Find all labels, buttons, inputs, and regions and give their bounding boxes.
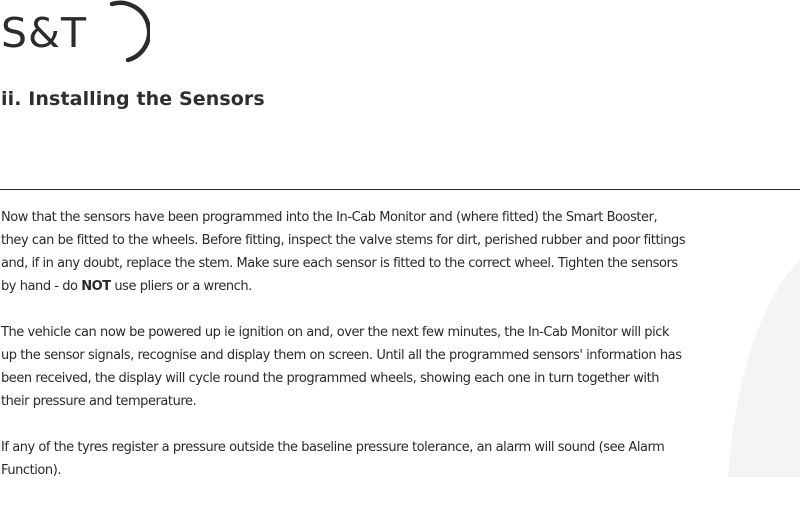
- paragraph-fitting-instructions: [1, 206, 761, 298]
- text-line: Now that the sensors have been programmed into the In-Cab Monitor and (where fitted) the Smart Booster,: [1, 210, 658, 225]
- logo-wordmark: S&T: [1, 9, 88, 57]
- text-line-with-emphasis: [1, 275, 761, 298]
- paragraph-power-up: [1, 321, 761, 413]
- text-line: The vehicle can now be powered up ie ignition on and, over the next few minutes, the In-Cab Monitor will pick: [1, 325, 670, 340]
- brand-logo: [0, 0, 150, 66]
- section-heading: ii. Installing the Sensors: [1, 88, 265, 110]
- text-line: and, if in any doubt, replace the stem. Make sure each sensor is fitted to the correct wheel. Tighten the sensors: [1, 256, 678, 271]
- body-content: [1, 206, 761, 505]
- text-line: Function).: [1, 463, 61, 478]
- text-fragment: by hand - do: [1, 279, 82, 294]
- horizontal-divider: [0, 189, 800, 190]
- paragraph-alarm: [1, 436, 761, 482]
- text-fragment: use pliers or a wrench.: [110, 279, 252, 294]
- text-line: they can be fitted to the wheels. Before fitting, inspect the valve stems for dirt, perished rubber and poor fittings: [1, 233, 686, 248]
- text-line: up the sensor signals, recognise and display them on screen. Until all the programmed sensors' information has: [1, 348, 682, 363]
- text-line: If any of the tyres register a pressure outside the baseline pressure tolerance, an alarm will sound (see Alarm: [1, 440, 665, 455]
- text-line: their pressure and temperature.: [1, 394, 197, 409]
- text-line: been received, the display will cycle round the programmed wheels, showing each one in turn together with: [1, 371, 660, 386]
- emphasis-not: NOT: [81, 279, 111, 294]
